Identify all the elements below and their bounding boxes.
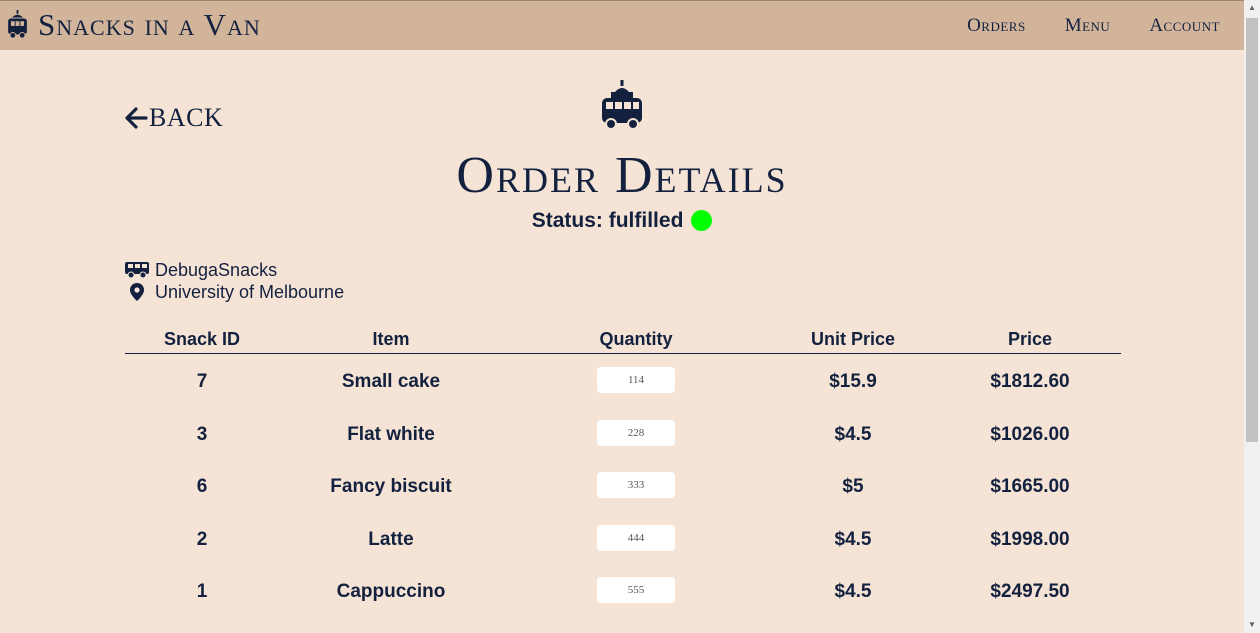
quantity-input[interactable] xyxy=(597,472,675,498)
brand-title: Snacks in a Van xyxy=(38,7,261,42)
scrollbar[interactable] xyxy=(1244,0,1260,633)
unit-price-cell: $4.5 xyxy=(834,424,872,445)
column-header-snack-id: Snack ID xyxy=(163,329,241,349)
food-van-icon xyxy=(5,10,30,40)
truck-icon xyxy=(125,261,149,279)
arrow-left-icon xyxy=(124,106,148,130)
map-marker-icon xyxy=(125,283,149,301)
price-cell: $2497.50 xyxy=(990,581,1070,602)
status-indicator xyxy=(691,210,712,231)
price-cell: $1812.60 xyxy=(990,371,1070,392)
snack-id-cell: 6 xyxy=(196,476,208,497)
scroll-up-icon[interactable]: ▲ xyxy=(1248,3,1256,12)
snack-id-cell: 2 xyxy=(196,529,208,550)
price-cell: $1026.00 xyxy=(990,424,1070,445)
snack-id-cell: 1 xyxy=(196,581,208,602)
table-row xyxy=(125,472,1121,502)
price-cell: $1998.00 xyxy=(990,529,1070,550)
item-cell: Flat white xyxy=(347,424,435,445)
table-row xyxy=(125,420,1121,450)
column-header-price: Price xyxy=(1007,329,1053,349)
unit-price-cell: $5 xyxy=(842,476,864,497)
unit-price-cell: $15.9 xyxy=(829,371,877,392)
quantity-input[interactable] xyxy=(597,420,675,446)
item-cell: Small cake xyxy=(341,371,441,392)
column-header-quantity: Quantity xyxy=(599,329,673,349)
back-label: BACK xyxy=(149,103,224,132)
back-button[interactable] xyxy=(124,103,223,133)
brand-link[interactable] xyxy=(5,7,261,43)
nav-menu[interactable]: Menu xyxy=(1064,15,1111,36)
column-header-item: Item xyxy=(372,329,410,349)
table-row xyxy=(125,367,1121,397)
item-cell: Latte xyxy=(368,529,414,550)
order-status xyxy=(0,208,1244,234)
quantity-input[interactable] xyxy=(597,577,675,603)
item-cell: Fancy biscuit xyxy=(330,476,452,497)
quantity-input[interactable] xyxy=(597,525,675,551)
table-header xyxy=(125,329,1121,354)
scroll-thumb[interactable] xyxy=(1246,18,1258,442)
column-header-unit-price: Unit Price xyxy=(810,329,896,349)
unit-price-cell: $4.5 xyxy=(834,581,872,602)
vendor-info xyxy=(125,259,344,303)
table-row xyxy=(125,525,1121,555)
price-cell: $1665.00 xyxy=(990,476,1070,497)
snack-id-cell: 7 xyxy=(196,371,208,392)
nav-orders[interactable]: Orders xyxy=(967,15,1026,36)
unit-price-cell: $4.5 xyxy=(834,529,872,550)
status-text: Status: fulfilled xyxy=(531,209,684,232)
page-title: Order Details xyxy=(456,147,788,204)
food-van-icon xyxy=(600,80,644,132)
navbar xyxy=(0,0,1244,50)
vendor-location: University of Melbourne xyxy=(155,281,345,302)
table-row xyxy=(125,577,1121,607)
nav-account[interactable]: Account xyxy=(1149,15,1220,36)
snack-id-cell: 3 xyxy=(196,424,208,445)
scroll-down-icon[interactable]: ▼ xyxy=(1248,620,1256,629)
item-cell: Cappuccino xyxy=(336,581,446,602)
quantity-input[interactable] xyxy=(597,367,675,393)
vendor-name: DebugaSnacks xyxy=(155,259,278,280)
